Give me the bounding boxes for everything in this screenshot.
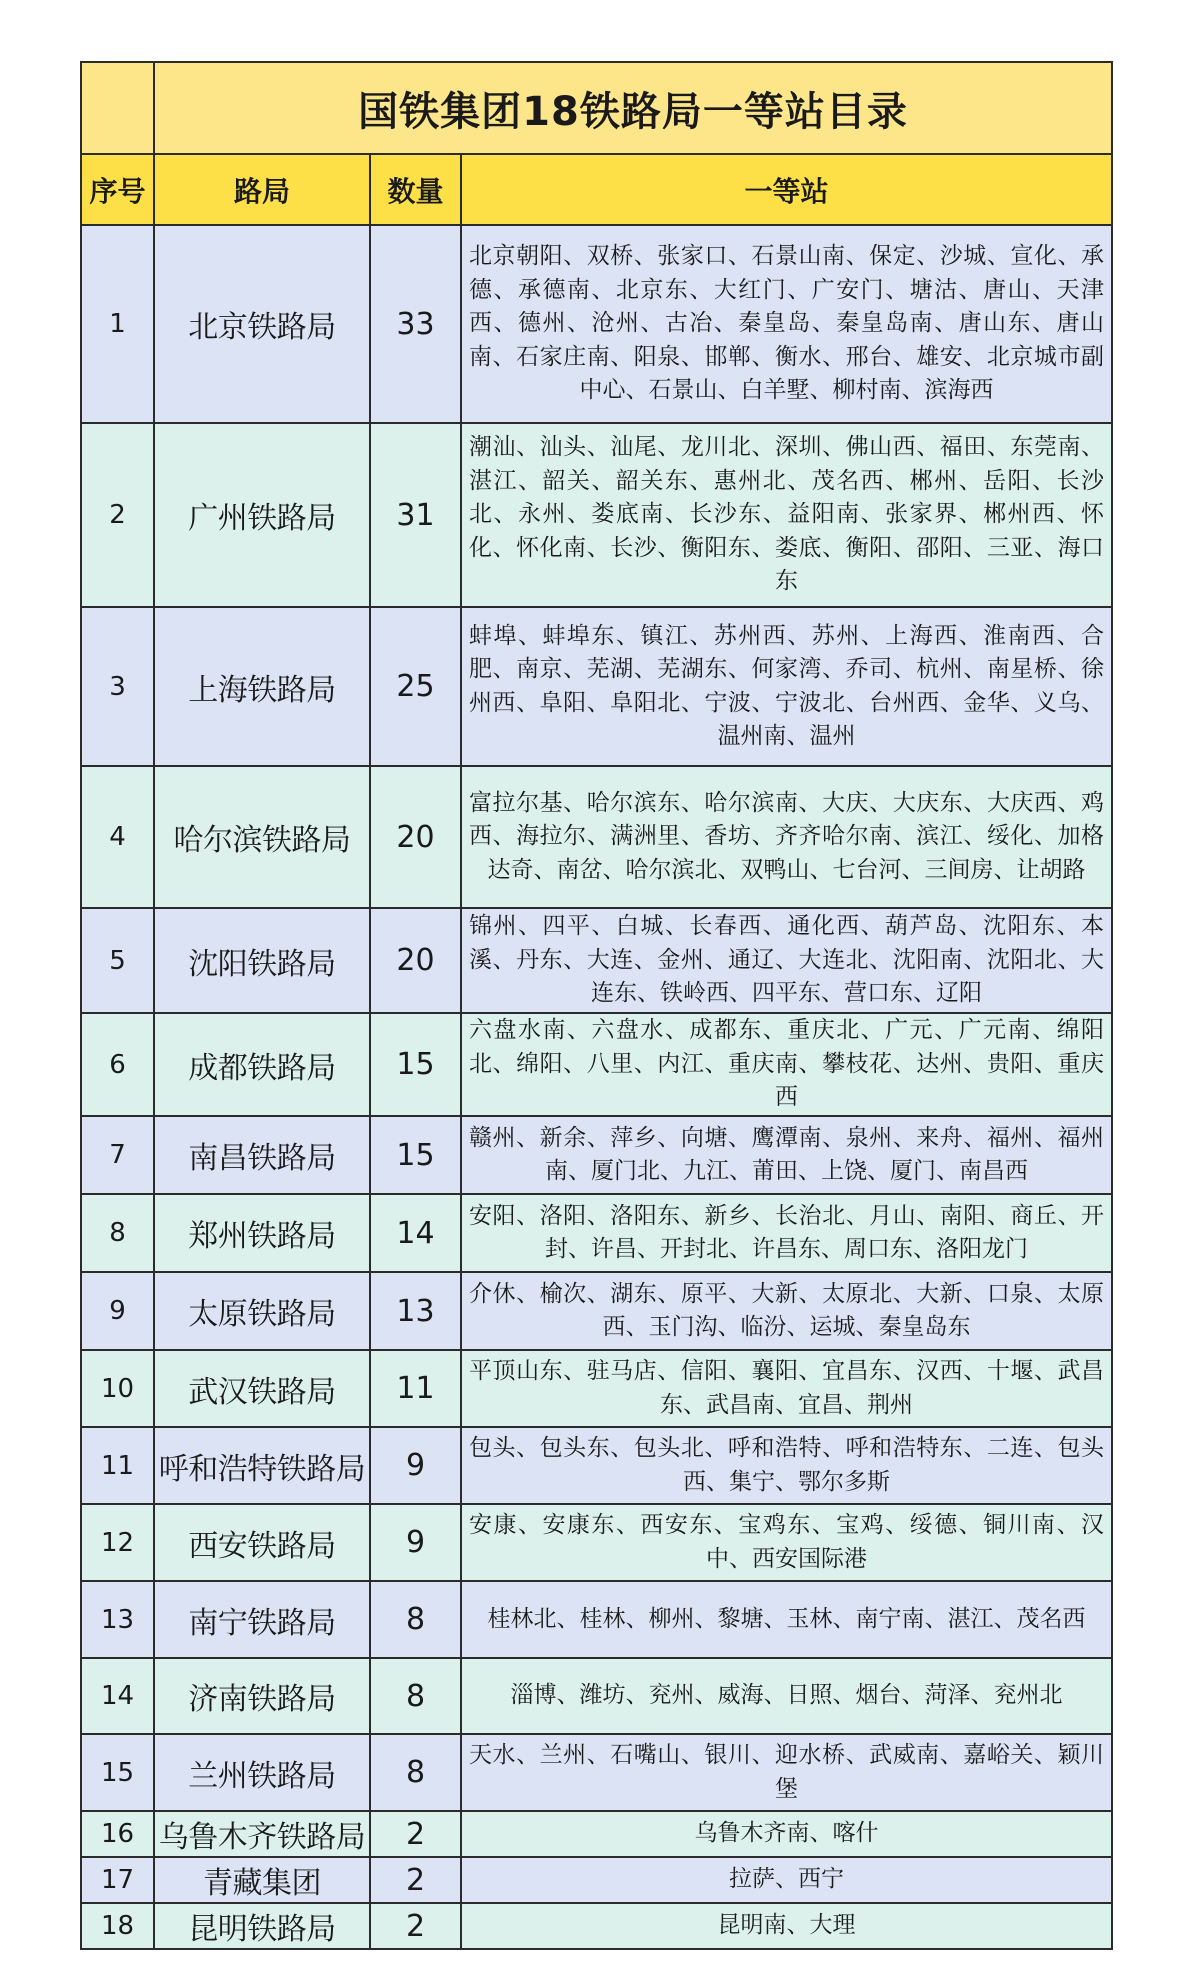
row-stations: 富拉尔基、哈尔滨东、哈尔滨南、大庆、大庆东、大庆西、鸡西、海拉尔、满洲里、香坊、齐齐哈尔南、滨江、绥化、加格达奇、南岔、哈尔滨北、双鸭山、七台河、三间房、让胡路 — [461, 766, 1112, 908]
row-count: 8 — [370, 1581, 461, 1658]
row-count: 14 — [370, 1194, 461, 1272]
table-row — [81, 1811, 1112, 1857]
row-index: 3 — [81, 607, 154, 766]
table-row — [81, 1658, 1112, 1734]
table-row — [81, 1350, 1112, 1427]
row-bureau: 兰州铁路局 — [154, 1734, 370, 1811]
row-index: 18 — [81, 1903, 154, 1949]
row-index: 9 — [81, 1272, 154, 1350]
row-bureau: 济南铁路局 — [154, 1658, 370, 1734]
row-count: 20 — [370, 908, 461, 1013]
row-bureau: 南昌铁路局 — [154, 1116, 370, 1194]
table-row — [81, 607, 1112, 766]
row-stations: 淄博、潍坊、兖州、威海、日照、烟台、菏泽、兖州北 — [461, 1658, 1112, 1734]
title-row — [81, 62, 1112, 154]
table-row — [81, 1734, 1112, 1811]
row-bureau: 西安铁路局 — [154, 1504, 370, 1581]
row-stations: 潮汕、汕头、汕尾、龙川北、深圳、佛山西、福田、东莞南、湛江、韶关、韶关东、惠州北、茂名西、郴州、岳阳、长沙北、永州、娄底南、长沙东、益阳南、张家界、郴州西、怀化、怀化南、长沙、衡阳东、娄底、衡阳、邵阳、三亚、海口东 — [461, 423, 1112, 607]
row-count: 13 — [370, 1272, 461, 1350]
table-row — [81, 225, 1112, 423]
row-index: 6 — [81, 1013, 154, 1116]
row-count: 2 — [370, 1903, 461, 1949]
header-stations: 一等站 — [461, 154, 1112, 225]
row-index: 12 — [81, 1504, 154, 1581]
row-count: 20 — [370, 766, 461, 908]
row-bureau: 乌鲁木齐铁路局 — [154, 1811, 370, 1857]
row-count: 15 — [370, 1013, 461, 1116]
diagonal-corner-cell — [81, 62, 154, 154]
row-index: 14 — [81, 1658, 154, 1734]
row-count: 15 — [370, 1116, 461, 1194]
row-index: 13 — [81, 1581, 154, 1658]
row-stations: 六盘水南、六盘水、成都东、重庆北、广元、广元南、绵阳北、绵阳、八里、内江、重庆南、攀枝花、达州、贵阳、重庆西 — [461, 1013, 1112, 1116]
row-count: 8 — [370, 1658, 461, 1734]
row-bureau: 南宁铁路局 — [154, 1581, 370, 1658]
row-count: 2 — [370, 1811, 461, 1857]
row-stations: 介休、榆次、湖东、原平、大新、太原北、大新、口泉、太原西、玉门沟、临汾、运城、秦皇岛东 — [461, 1272, 1112, 1350]
header-bureau: 路局 — [154, 154, 370, 225]
row-stations: 拉萨、西宁 — [461, 1857, 1112, 1903]
header-row — [81, 154, 1112, 225]
table-title: 国铁集团18铁路局一等站目录 — [154, 62, 1112, 154]
row-bureau: 沈阳铁路局 — [154, 908, 370, 1013]
row-index: 11 — [81, 1427, 154, 1504]
row-bureau: 太原铁路局 — [154, 1272, 370, 1350]
row-stations: 赣州、新余、萍乡、向塘、鹰潭南、泉州、来舟、福州、福州南、厦门北、九江、莆田、上饶、厦门、南昌西 — [461, 1116, 1112, 1194]
first-class-stations-table — [80, 61, 1113, 1950]
row-bureau: 呼和浩特铁路局 — [154, 1427, 370, 1504]
row-stations: 安康、安康东、西安东、宝鸡东、宝鸡、绥德、铜川南、汉中、西安国际港 — [461, 1504, 1112, 1581]
row-index: 1 — [81, 225, 154, 423]
row-index: 7 — [81, 1116, 154, 1194]
row-bureau: 哈尔滨铁路局 — [154, 766, 370, 908]
row-count: 33 — [370, 225, 461, 423]
row-count: 31 — [370, 423, 461, 607]
row-count: 9 — [370, 1504, 461, 1581]
row-stations: 平顶山东、驻马店、信阳、襄阳、宜昌东、汉西、十堰、武昌东、武昌南、宜昌、荆州 — [461, 1350, 1112, 1427]
row-index: 16 — [81, 1811, 154, 1857]
table-row — [81, 1272, 1112, 1350]
table-row — [81, 1013, 1112, 1116]
row-count: 25 — [370, 607, 461, 766]
row-stations: 北京朝阳、双桥、张家口、石景山南、保定、沙城、宣化、承德、承德南、北京东、大红门、广安门、塘沽、唐山、天津西、德州、沧州、古冶、秦皇岛、秦皇岛南、唐山东、唐山南、石家庄南、阳泉、邯郸、衡水、邢台、雄安、北京城市副中心、石景山、白羊墅、柳村南、滨海西 — [461, 225, 1112, 423]
row-stations: 安阳、洛阳、洛阳东、新乡、长治北、月山、南阳、商丘、开封、许昌、开封北、许昌东、周口东、洛阳龙门 — [461, 1194, 1112, 1272]
row-index: 5 — [81, 908, 154, 1013]
row-stations: 包头、包头东、包头北、呼和浩特、呼和浩特东、二连、包头西、集宁、鄂尔多斯 — [461, 1427, 1112, 1504]
table-row — [81, 1194, 1112, 1272]
row-index: 2 — [81, 423, 154, 607]
header-count: 数量 — [370, 154, 461, 225]
row-index: 4 — [81, 766, 154, 908]
row-bureau: 广州铁路局 — [154, 423, 370, 607]
row-stations: 桂林北、桂林、柳州、黎塘、玉林、南宁南、湛江、茂名西 — [461, 1581, 1112, 1658]
table-row — [81, 1581, 1112, 1658]
row-index: 15 — [81, 1734, 154, 1811]
table-row — [81, 423, 1112, 607]
row-bureau: 昆明铁路局 — [154, 1903, 370, 1949]
row-stations: 锦州、四平、白城、长春西、通化西、葫芦岛、沈阳东、本溪、丹东、大连、金州、通辽、大连北、沈阳南、沈阳北、大连东、铁岭西、四平东、营口东、辽阳 — [461, 908, 1112, 1013]
table-row — [81, 908, 1112, 1013]
row-stations: 天水、兰州、石嘴山、银川、迎水桥、武威南、嘉峪关、颖川堡 — [461, 1734, 1112, 1811]
row-index: 8 — [81, 1194, 154, 1272]
table-row — [81, 766, 1112, 908]
row-bureau: 武汉铁路局 — [154, 1350, 370, 1427]
table-row — [81, 1116, 1112, 1194]
table-row — [81, 1427, 1112, 1504]
row-bureau: 郑州铁路局 — [154, 1194, 370, 1272]
row-stations: 昆明南、大理 — [461, 1903, 1112, 1949]
table-row — [81, 1504, 1112, 1581]
table-row — [81, 1857, 1112, 1903]
row-bureau: 成都铁路局 — [154, 1013, 370, 1116]
row-bureau: 上海铁路局 — [154, 607, 370, 766]
row-count: 11 — [370, 1350, 461, 1427]
row-stations: 乌鲁木齐南、喀什 — [461, 1811, 1112, 1857]
row-index: 10 — [81, 1350, 154, 1427]
header-index: 序号 — [81, 154, 154, 225]
row-index: 17 — [81, 1857, 154, 1903]
row-stations: 蚌埠、蚌埠东、镇江、苏州西、苏州、上海西、淮南西、合肥、南京、芜湖、芜湖东、何家湾、乔司、杭州、南星桥、徐州西、阜阳、阜阳北、宁波、宁波北、台州西、金华、义乌、温州南、温州 — [461, 607, 1112, 766]
row-bureau: 北京铁路局 — [154, 225, 370, 423]
row-count: 9 — [370, 1427, 461, 1504]
table-row — [81, 1903, 1112, 1949]
row-count: 8 — [370, 1734, 461, 1811]
row-bureau: 青藏集团 — [154, 1857, 370, 1903]
row-count: 2 — [370, 1857, 461, 1903]
